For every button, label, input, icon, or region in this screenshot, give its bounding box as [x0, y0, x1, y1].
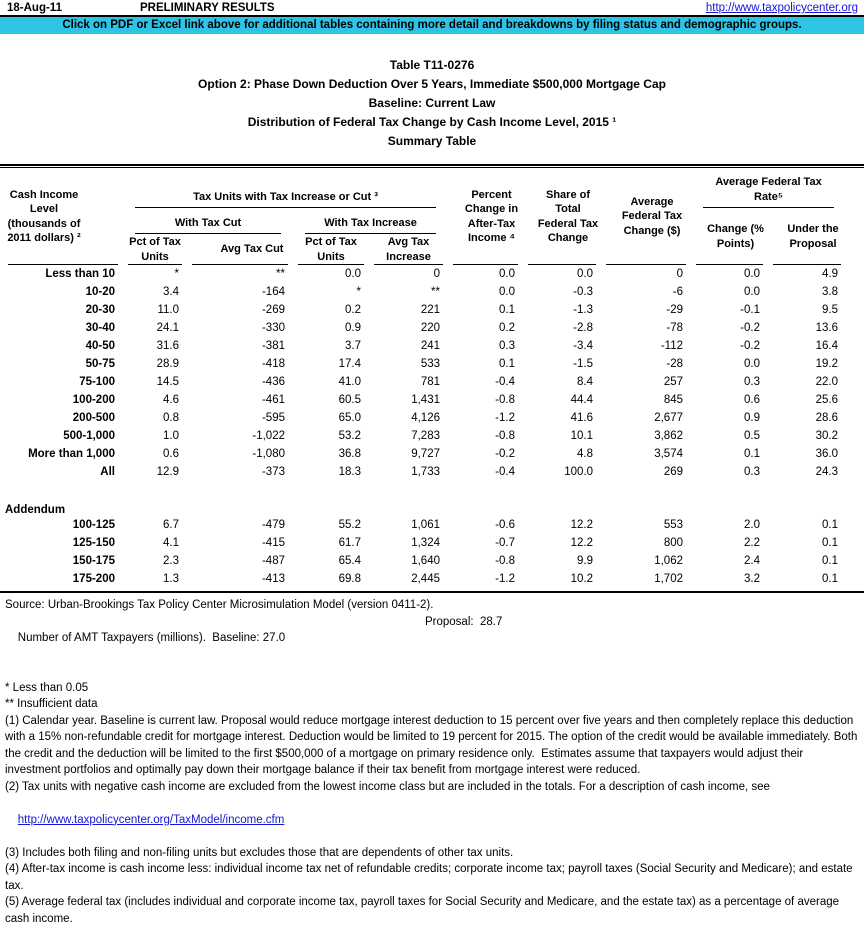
cell-rate-under: 0.1: [822, 573, 839, 585]
row-label: 200-500: [72, 412, 115, 424]
col-group-with-tax-increase: With Tax Increase: [293, 208, 448, 234]
footnote-1: (1) Calendar year. Baseline is current law. Proposal would reduce mortgage interest deduction to 15 percent over five years and then completely replace this deduction with a 15% non-refundable credit for mortgage interest. Deduction would be limited to 19 percent for 2015. The option of the credit would be available immediately. Both the credit and the deduction will be limited to the first $500,000 of a mortgage on primary residence only. Estimates assume that taxpayers would adjust their investment portfolios and optimally pay down their mortgage balance if their tax benefit from mortgage interest were reduced.: [5, 714, 861, 776]
cell-pct-units-inc: 53.2: [338, 430, 361, 442]
addendum-row: [3, 552, 846, 570]
cell-avg-tax-cut: -164: [261, 286, 285, 298]
cell-avg-fed-change: 257: [663, 376, 683, 388]
cell-rate-change: 0.0: [744, 286, 760, 298]
cell-share-total: -1.5: [573, 358, 593, 370]
cell-pct-change-ati: -0.7: [495, 537, 515, 549]
cell-rate-under: 19.2: [815, 358, 839, 370]
cell-pct-units-inc: 36.8: [338, 448, 361, 460]
cell-share-total: 4.8: [577, 448, 593, 460]
table-header: [3, 168, 846, 265]
cell-avg-tax-increase: 1,324: [411, 537, 440, 549]
cell-avg-fed-change: 553: [663, 519, 683, 531]
row-label: 10-20: [85, 286, 115, 298]
col-header-avg-tax-increase: Avg Tax Increase: [369, 234, 448, 265]
cell-avg-fed-change: 2,677: [654, 412, 683, 424]
row-label: 125-150: [72, 537, 115, 549]
footnote-2-link-line: [5, 795, 860, 845]
row-label: 75-100: [79, 376, 115, 388]
cell-rate-change: -0.1: [740, 304, 760, 316]
amt-baseline-value: Number of AMT Taxpayers (millions). Baseline: 27.0: [17, 632, 286, 644]
cell-rate-under: 25.6: [815, 394, 839, 406]
cell-avg-tax-increase: 220: [420, 322, 440, 334]
cell-pct-units-inc: 60.5: [338, 394, 361, 406]
cell-avg-fed-change: 1,062: [654, 555, 683, 567]
cell-rate-change: 0.3: [744, 466, 760, 478]
cell-pct-units-cut: 4.1: [163, 537, 179, 549]
cell-rate-change: 0.3: [744, 376, 760, 388]
cell-rate-under: 24.3: [815, 466, 839, 478]
cell-share-total: -2.8: [573, 322, 593, 334]
cell-pct-units-cut: 11.0: [157, 304, 179, 316]
row-label: 30-40: [85, 322, 115, 334]
col-header-avg-fed-change: Average Federal Tax Change ($): [601, 168, 691, 265]
cell-rate-change: 0.5: [744, 430, 760, 442]
cell-avg-tax-cut: -330: [261, 322, 285, 334]
table-row: [3, 355, 846, 373]
row-label: 20-30: [85, 304, 115, 316]
cell-avg-tax-increase: 781: [420, 376, 440, 388]
cell-avg-fed-change: -6: [672, 286, 683, 298]
row-label: 40-50: [85, 340, 115, 352]
cell-avg-fed-change: 269: [663, 466, 683, 478]
cell-avg-fed-change: 3,574: [654, 448, 683, 460]
cell-pct-change-ati: -0.8: [495, 394, 515, 406]
cell-pct-units-inc: 41.0: [338, 376, 361, 388]
col-group-tax-units: Tax Units with Tax Increase or Cut ³: [123, 168, 448, 208]
cell-pct-units-cut: 1.3: [163, 573, 179, 585]
spacer-row: [3, 481, 846, 497]
cell-avg-fed-change: -28: [666, 358, 683, 370]
cell-rate-change: 0.9: [744, 412, 760, 424]
row-label: 500-1,000: [63, 430, 115, 442]
tpc-url-link[interactable]: http://www.taxpolicycenter.org: [705, 2, 858, 14]
cell-avg-tax-increase: 1,061: [411, 519, 440, 531]
col-header-rate-under: Under the Proposal: [768, 208, 846, 265]
cell-pct-units-cut: 4.6: [163, 394, 179, 406]
cell-pct-units-inc: 61.7: [338, 537, 361, 549]
baseline-title: Baseline: Current Law: [368, 96, 496, 110]
cell-avg-tax-cut: -418: [261, 358, 285, 370]
cell-rate-change: 2.4: [744, 555, 760, 567]
summary-table: [3, 168, 846, 588]
cell-pct-change-ati: 0.0: [499, 268, 515, 280]
row-label: 100-125: [72, 519, 115, 531]
cell-avg-tax-cut: -1,080: [252, 448, 285, 460]
cell-rate-under: 30.2: [815, 430, 839, 442]
report-date: 18-Aug-11: [7, 2, 62, 14]
cell-pct-change-ati: 0.3: [499, 340, 515, 352]
cell-rate-under: 13.6: [815, 322, 839, 334]
table-bottom-rule: [0, 591, 864, 593]
cell-share-total: 0.0: [577, 268, 593, 280]
cell-avg-tax-cut: -413: [261, 573, 285, 585]
table-row: [3, 265, 846, 283]
cell-avg-tax-cut: -373: [261, 466, 285, 478]
cell-pct-units-inc: 55.2: [338, 519, 361, 531]
table-row: [3, 427, 846, 445]
cell-avg-fed-change: -112: [660, 340, 683, 352]
addendum-row: [3, 570, 846, 588]
cell-rate-change: 0.6: [744, 394, 760, 406]
cell-avg-tax-cut: -1,022: [252, 430, 285, 442]
cell-rate-under: 3.8: [822, 286, 839, 298]
cell-pct-units-inc: 65.4: [338, 555, 361, 567]
cell-rate-under: 16.4: [815, 340, 839, 352]
col-group-avg-rate: Average Federal Tax Rate⁵: [691, 168, 846, 208]
addendum-header-section: [3, 481, 846, 516]
cell-pct-units-inc: 3.7: [345, 340, 361, 352]
cell-rate-under: 0.1: [822, 555, 839, 567]
cell-avg-fed-change: 1,702: [654, 573, 683, 585]
amt-taxpayers-line: [5, 614, 860, 680]
info-banner: Click on PDF or Excel link above for additional tables containing more detail and breakdowns by filing status and demographic groups.: [0, 17, 864, 34]
cell-avg-tax-cut: -595: [261, 412, 285, 424]
cell-avg-tax-increase: 1,640: [411, 555, 440, 567]
cell-rate-change: 0.0: [744, 268, 760, 280]
row-label: More than 1,000: [28, 448, 115, 460]
cell-avg-tax-increase: 0: [433, 268, 440, 280]
cell-pct-units-inc: 69.8: [338, 573, 361, 585]
cell-pct-change-ati: -1.2: [495, 412, 515, 424]
cell-pct-units-inc: 18.3: [338, 466, 361, 478]
cell-share-total: 12.2: [570, 519, 593, 531]
table-row: [3, 337, 846, 355]
cell-rate-change: 3.2: [744, 573, 760, 585]
col-group-with-tax-cut: With Tax Cut: [123, 208, 293, 234]
cell-pct-units-cut: 31.6: [156, 340, 179, 352]
table-row: [3, 445, 846, 463]
option-title: Option 2: Phase Down Deduction Over 5 Years, Immediate $500,000 Mortgage Cap: [198, 77, 666, 91]
cell-share-total: 10.2: [570, 573, 593, 585]
cell-avg-tax-increase: 241: [420, 340, 440, 352]
cell-pct-units-inc: *: [356, 286, 361, 298]
cell-pct-units-cut: 2.3: [163, 555, 179, 567]
cell-rate-under: 0.1: [822, 519, 839, 531]
cell-pct-change-ati: -0.6: [495, 519, 515, 531]
cell-pct-change-ati: -1.2: [495, 573, 515, 585]
cell-pct-change-ati: -0.8: [495, 430, 515, 442]
cell-pct-units-inc: 0.9: [345, 322, 361, 334]
table-row: [3, 283, 846, 301]
cell-avg-fed-change: 3,862: [654, 430, 683, 442]
cell-share-total: -1.3: [573, 304, 593, 316]
cell-pct-change-ati: 0.2: [499, 322, 515, 334]
cell-avg-tax-increase: 1,431: [411, 394, 440, 406]
cell-avg-tax-cut: -436: [261, 376, 285, 388]
addendum-row: [3, 534, 846, 552]
table-number-title: Table T11-0276: [389, 58, 475, 72]
row-label: 175-200: [72, 573, 115, 585]
amt-proposal-value: Proposal: 28.7: [425, 615, 503, 628]
footnote-4: (4) After-tax income is cash income less: individual income tax net of refundable credits; corporate income tax; payroll taxes (Social Security and Medicare); and estate tax.: [5, 863, 856, 892]
double-star-note: ** Insufficient data: [5, 698, 98, 710]
cell-rate-change: 0.0: [744, 358, 760, 370]
cell-avg-fed-change: 800: [663, 537, 683, 549]
cell-pct-units-cut: 1.0: [163, 430, 179, 442]
distribution-title: Distribution of Federal Tax Change by Cash Income Level, 2015 ¹: [247, 115, 617, 129]
cell-avg-tax-increase: 4,126: [411, 412, 440, 424]
cell-share-total: -0.3: [573, 286, 593, 298]
cell-avg-tax-cut: -479: [261, 519, 285, 531]
source-note: Source: Urban-Brookings Tax Policy Center Microsimulation Model (version 0411-2).: [5, 599, 434, 611]
cell-pct-units-inc: 17.4: [338, 358, 361, 370]
cell-avg-tax-cut: -487: [261, 555, 285, 567]
footnote-3: (3) Includes both filing and non-filing units but excludes those that are dependents of other tax units.: [5, 846, 514, 859]
cell-avg-tax-increase: 7,283: [411, 430, 440, 442]
cell-rate-under: 0.1: [822, 537, 839, 549]
cell-share-total: 8.4: [577, 376, 593, 388]
star-note: * Less than 0.05: [5, 681, 89, 694]
cell-pct-units-cut: 3.4: [163, 286, 179, 298]
cell-share-total: 9.9: [577, 555, 593, 567]
cell-pct-units-cut: *: [174, 268, 179, 280]
cell-avg-tax-cut: -381: [261, 340, 285, 352]
cell-rate-under: 28.6: [815, 412, 839, 424]
cell-pct-units-cut: 6.7: [163, 519, 179, 531]
cell-avg-fed-change: 845: [663, 394, 683, 406]
row-label: 150-175: [72, 555, 115, 567]
addendum-row: [3, 516, 846, 534]
title-block: [0, 56, 864, 151]
cell-pct-units-cut: 24.1: [156, 322, 179, 334]
addendum-label-row: [3, 497, 846, 516]
cell-avg-tax-increase: 9,727: [411, 448, 440, 460]
cell-avg-tax-increase: 533: [420, 358, 440, 370]
col-header-pct-change-ati: Percent Change in After-Tax Income ⁴: [448, 168, 523, 265]
cell-avg-tax-increase: **: [431, 286, 440, 298]
table-row: [3, 319, 846, 337]
col-header-avg-tax-cut: Avg Tax Cut: [187, 234, 293, 265]
cell-pct-change-ati: -0.2: [495, 448, 515, 460]
row-label: Less than 10: [45, 268, 115, 280]
col-header-rate-change: Change (% Points): [691, 208, 768, 265]
footnote-2: (2) Tax units with negative cash income are excluded from the lowest income class but are included in the totals. For a description of cash income, see: [5, 780, 770, 793]
cell-share-total: 100.0: [564, 466, 593, 478]
col-header-pct-units-cut: Pct of Tax Units: [123, 234, 187, 265]
cell-share-total: 12.2: [570, 537, 593, 549]
cell-rate-change: -0.2: [740, 322, 760, 334]
footnotes-block: [0, 597, 864, 927]
cell-pct-units-inc: 0.0: [345, 268, 361, 280]
cell-rate-change: 0.1: [744, 448, 760, 460]
col-header-share-total: Share of Total Federal Tax Change: [523, 168, 601, 265]
header-bar: [0, 0, 864, 17]
cell-avg-tax-cut: -269: [261, 304, 285, 316]
income-definition-link[interactable]: http://www.taxpolicycenter.org/TaxModel/income.cfm: [17, 813, 285, 826]
cell-share-total: 44.4: [570, 394, 593, 406]
col-header-income: Cash Income Level (thousands of 2011 dollars) ²: [3, 168, 123, 265]
table-row: [3, 373, 846, 391]
cell-avg-fed-change: -29: [666, 304, 683, 316]
cell-pct-units-cut: 14.5: [156, 376, 179, 388]
row-label: All: [100, 466, 115, 478]
table-row: [3, 463, 846, 481]
summary-table-title: Summary Table: [387, 134, 477, 148]
cell-share-total: 41.6: [570, 412, 593, 424]
row-label: 50-75: [85, 358, 115, 370]
cell-pct-units-cut: 12.9: [156, 466, 179, 478]
cell-rate-under: 4.9: [822, 268, 839, 280]
cell-pct-change-ati: 0.1: [499, 304, 515, 316]
footnote-5: (5) Average federal tax (includes individual and corporate income tax, payroll taxes for Social Security and Medicare, and the estate tax) as a percentage of average cash income.: [5, 896, 843, 925]
table-row: [3, 391, 846, 409]
cell-avg-fed-change: 0: [676, 268, 683, 280]
cell-pct-units-cut: 0.6: [163, 448, 179, 460]
cell-pct-units-inc: 65.0: [338, 412, 361, 424]
cell-rate-change: 2.0: [744, 519, 760, 531]
cell-share-total: 10.1: [570, 430, 593, 442]
cell-rate-under: 22.0: [815, 376, 839, 388]
cell-avg-tax-increase: 1,733: [411, 466, 440, 478]
cell-pct-change-ati: -0.4: [495, 466, 515, 478]
cell-pct-change-ati: -0.8: [495, 555, 515, 567]
cell-share-total: -3.4: [573, 340, 593, 352]
cell-rate-change: -0.2: [740, 340, 760, 352]
row-label: 100-200: [72, 394, 115, 406]
cell-pct-units-inc: 0.2: [345, 304, 361, 316]
cell-avg-tax-increase: 2,445: [411, 573, 440, 585]
addendum-label: Addendum: [5, 504, 66, 516]
cell-rate-under: 36.0: [815, 448, 839, 460]
cell-rate-change: 2.2: [744, 537, 760, 549]
table-row: [3, 301, 846, 319]
table-row: [3, 409, 846, 427]
cell-avg-tax-cut: -415: [261, 537, 285, 549]
cell-pct-change-ati: -0.4: [495, 376, 515, 388]
cell-avg-tax-cut: -461: [261, 394, 285, 406]
cell-pct-units-cut: 28.9: [156, 358, 179, 370]
cell-pct-units-cut: 0.8: [163, 412, 179, 424]
cell-avg-fed-change: -78: [666, 322, 683, 334]
addendum-body: [3, 516, 846, 588]
cell-pct-change-ati: 0.0: [499, 286, 515, 298]
cell-avg-tax-increase: 221: [420, 304, 440, 316]
cell-avg-tax-cut: **: [276, 268, 285, 280]
table-body: [3, 265, 846, 481]
cell-pct-change-ati: 0.1: [499, 358, 515, 370]
col-header-pct-units-inc: Pct of Tax Units: [293, 234, 369, 265]
preliminary-results-label: PRELIMINARY RESULTS: [140, 2, 275, 14]
cell-rate-under: 9.5: [822, 304, 839, 316]
